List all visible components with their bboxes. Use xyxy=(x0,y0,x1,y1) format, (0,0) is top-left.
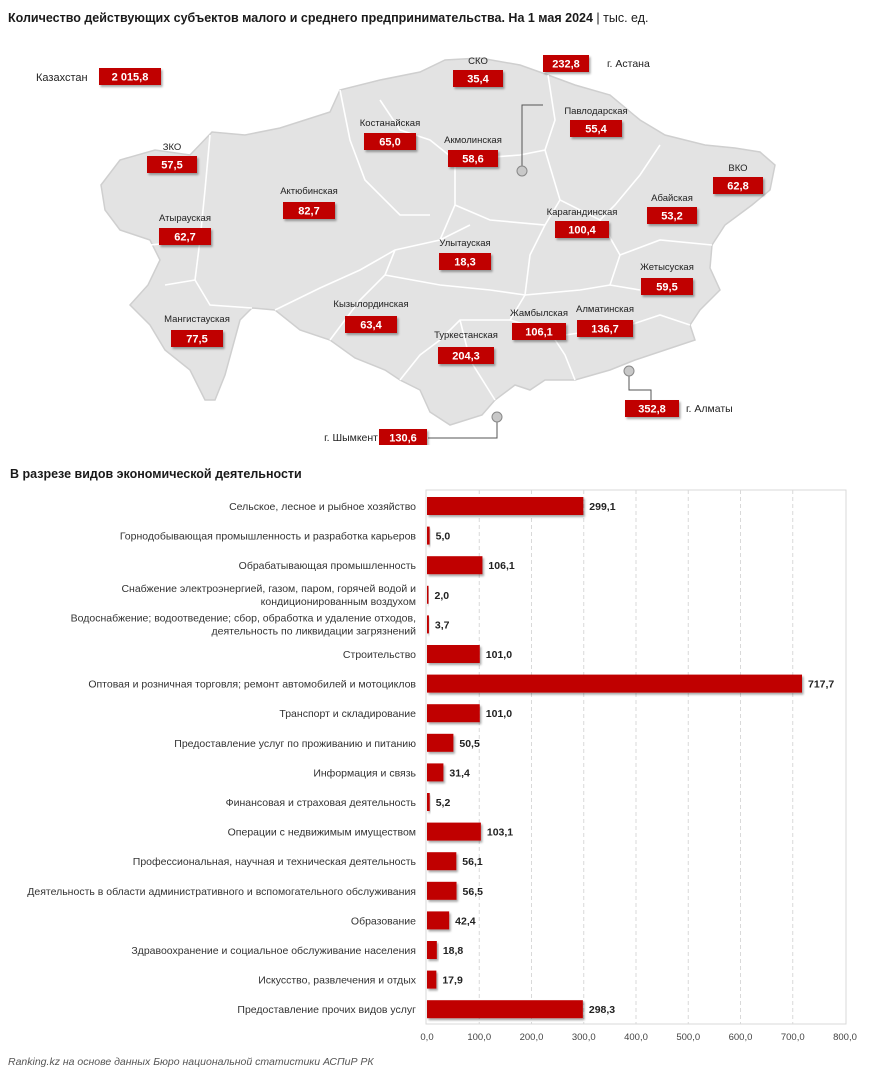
bar-value-label: 56,1 xyxy=(462,856,483,869)
bar xyxy=(427,971,436,989)
region-value-badge-7-value: 53,2 xyxy=(661,210,683,223)
region-value-badge-11 xyxy=(641,278,693,295)
category-label: Предоставление услуг по проживанию и питанию xyxy=(174,737,416,750)
bar-value-label: 2,0 xyxy=(434,589,450,602)
category-label: Снабжение электроэнергией, газом, паром, горячей водой и xyxy=(121,582,416,595)
bar-value-label: 18,8 xyxy=(442,945,464,957)
region-value-badge-15 xyxy=(577,320,633,337)
region-value-badge-0-value: 35,4 xyxy=(467,73,489,86)
region-label-12: Мангистауская xyxy=(164,314,230,325)
region-value-badge-8-value: 62,7 xyxy=(174,231,196,244)
category-label: Операции с недвижимым имуществом xyxy=(227,826,416,839)
category-label: Оптовая и розничная торговля; ремонт автомобилей и мотоциклов xyxy=(88,678,416,691)
city-value-badge-0-value: 232,8 xyxy=(552,58,580,71)
category-label: кондиционированным воздухом xyxy=(260,595,416,608)
bar xyxy=(427,556,482,574)
bar-value-label: 5,2 xyxy=(435,797,451,809)
city-label-1: г. Алматы xyxy=(686,403,733,415)
bar-row xyxy=(120,527,451,545)
category-label: Деятельность в области административного и вспомогательного обслуживания xyxy=(27,885,416,898)
x-tick-label: 500,0 xyxy=(676,1032,701,1043)
x-tick-label: 600,0 xyxy=(728,1032,753,1043)
bar-row xyxy=(71,612,450,637)
region-label-16: Туркестанская xyxy=(434,330,498,341)
x-tick-label: 100,0 xyxy=(467,1032,492,1043)
region-value-badge-6-value: 82,7 xyxy=(298,205,320,218)
title-text: Количество действующих субъектов малого и среднего предпринимательства. На 1 мая 2024 xyxy=(8,11,593,25)
region-value-badge-16-value: 204,3 xyxy=(452,350,480,363)
bar xyxy=(427,1000,583,1018)
category-label: Водоснабжение; водоотведение; сбор, обработка и удаление отходов, xyxy=(70,612,416,625)
bar xyxy=(427,704,480,722)
astana-marker xyxy=(517,166,527,176)
bar-row xyxy=(88,675,834,693)
bar xyxy=(427,497,583,515)
bar-row xyxy=(131,941,463,959)
region-value-badge-5 xyxy=(713,177,763,194)
bar-value-label: 50,5 xyxy=(459,737,480,750)
x-tick-label: 800,0 xyxy=(833,1032,857,1043)
activity-bar-chart xyxy=(0,488,872,1053)
region-value-badge-12 xyxy=(171,330,223,347)
region-label-4: ЗКО xyxy=(162,142,182,153)
region-label-10: Улытауская xyxy=(439,238,491,249)
bar-value-label: 298,3 xyxy=(588,1004,616,1017)
bar-row xyxy=(228,823,514,841)
category-label: Сельское, лесное и рыбное хозяйство xyxy=(229,501,416,513)
region-value-badge-0 xyxy=(453,70,503,87)
region-value-badge-6 xyxy=(283,202,335,219)
region-label-8: Атырауская xyxy=(159,213,211,224)
category-label: Здравоохранение и социальное обслуживание населения xyxy=(131,945,416,957)
region-label-7: Абайская xyxy=(651,193,693,204)
title-unit: | тыс. ед. xyxy=(592,11,649,25)
bar xyxy=(427,615,429,633)
city-value-badge-2 xyxy=(379,429,427,445)
region-value-badge-13 xyxy=(345,316,397,333)
bar xyxy=(427,586,429,604)
region-value-badge-12-value: 77,5 xyxy=(186,333,208,346)
bar-value-label: 717,7 xyxy=(807,678,835,691)
region-value-badge-1-value: 65,0 xyxy=(379,136,401,149)
almaty-marker xyxy=(624,366,634,376)
city-value-badge-1 xyxy=(625,400,679,417)
bar xyxy=(427,882,457,900)
region-value-badge-14 xyxy=(512,323,566,340)
bar xyxy=(427,527,430,545)
bar xyxy=(427,793,430,811)
category-label: Предоставление прочих видов услуг xyxy=(237,1004,416,1017)
bar-value-label: 106,1 xyxy=(488,560,515,573)
region-label-2: Акмолинская xyxy=(444,135,502,146)
category-label: Горнодобывающая промышленность и разработка карьеров xyxy=(119,530,416,543)
city-value-badge-0 xyxy=(543,55,589,72)
bar-row xyxy=(239,556,515,574)
bar xyxy=(427,823,481,841)
x-tick-label: 200,0 xyxy=(519,1032,544,1043)
bar-value-label: 103,1 xyxy=(486,826,514,839)
region-value-badge-3-value: 55,4 xyxy=(585,123,607,136)
region-label-13: Кызылординская xyxy=(333,299,409,310)
bar xyxy=(427,941,437,959)
bar-value-label: 31,4 xyxy=(449,767,470,780)
bar-value-label: 101,0 xyxy=(485,708,513,721)
category-label: деятельность по ликвидации загрязнений xyxy=(211,625,416,638)
city-value-badge-2-value: 130,6 xyxy=(389,432,417,445)
bar xyxy=(427,645,480,663)
bar-value-label: 5,0 xyxy=(435,530,451,543)
source-note: Ranking.kz на основе данных Бюро национальной статистики АСПиР РК xyxy=(8,1056,374,1068)
bar-row xyxy=(229,497,616,515)
total-value-badge xyxy=(99,68,161,85)
bar-value-label: 42,4 xyxy=(455,915,476,928)
x-tick-label: 700,0 xyxy=(780,1032,805,1043)
bar-value-label: 3,7 xyxy=(434,619,450,632)
region-value-badge-4 xyxy=(147,156,197,173)
bar-value-label: 17,9 xyxy=(442,974,463,987)
bar xyxy=(427,675,802,693)
region-value-badge-10 xyxy=(439,253,491,270)
bar-row xyxy=(279,704,512,722)
category-label: Информация и связь xyxy=(313,767,416,780)
region-value-badge-10-value: 18,3 xyxy=(454,256,476,269)
category-label: Профессиональная, научная и техническая деятельность xyxy=(132,856,416,869)
region-value-badge-13-value: 63,4 xyxy=(360,319,382,332)
total-value-badge-value: 2 015,8 xyxy=(111,71,149,84)
region-label-14: Жамбылская xyxy=(510,308,568,319)
region-value-badge-11-value: 59,5 xyxy=(656,281,678,294)
bar xyxy=(427,734,453,752)
region-value-badge-15-value: 136,7 xyxy=(591,323,619,336)
x-tick-label: 300,0 xyxy=(571,1032,596,1043)
category-label: Финансовая и страховая деятельность xyxy=(225,797,416,809)
section-title: В разрезе видов экономической деятельности xyxy=(10,467,302,481)
region-value-badge-9-value: 100,4 xyxy=(568,224,596,237)
region-value-badge-16 xyxy=(438,347,494,364)
region-label-6: Актюбинская xyxy=(280,186,338,197)
x-tick-label: 400,0 xyxy=(624,1032,648,1043)
region-value-badge-4-value: 57,5 xyxy=(161,159,183,172)
region-value-badge-9 xyxy=(555,221,609,238)
bar-row xyxy=(226,793,451,811)
region-label-3: Павлодарская xyxy=(564,106,628,117)
region-label-15: Алматинская xyxy=(576,304,634,315)
region-value-badge-5-value: 62,8 xyxy=(727,180,749,193)
bar xyxy=(427,763,443,781)
region-label-11: Жетысуская xyxy=(640,262,694,273)
region-label-1: Костанайская xyxy=(359,118,421,129)
region-label-0: СКО xyxy=(468,56,488,67)
page-title xyxy=(8,11,648,25)
region-value-badge-2-value: 58,6 xyxy=(462,153,484,166)
region-value-badge-7 xyxy=(647,207,697,224)
x-tick-label: 0,0 xyxy=(420,1032,434,1043)
category-label: Транспорт и складирование xyxy=(279,708,416,721)
region-value-badge-1 xyxy=(364,133,416,150)
category-label: Строительство xyxy=(342,649,416,661)
region-value-badge-14-value: 106,1 xyxy=(525,326,553,339)
city-value-badge-1-value: 352,8 xyxy=(638,403,666,416)
category-label: Обрабатывающая промышленность xyxy=(238,560,416,573)
bar-value-label: 299,1 xyxy=(589,501,616,513)
region-value-badge-2 xyxy=(448,150,498,167)
shymkent-marker xyxy=(492,412,502,422)
bar xyxy=(427,852,456,870)
total-label: Казахстан xyxy=(36,72,88,84)
bar-value-label: 101,0 xyxy=(485,649,513,661)
region-value-badge-8 xyxy=(159,228,211,245)
kazakhstan-map xyxy=(0,40,872,445)
bar-value-label: 56,5 xyxy=(462,885,483,898)
region-label-9: Карагандинская xyxy=(546,207,618,218)
region-label-5: ВКО xyxy=(728,163,748,174)
city-label-2: г. Шымкент xyxy=(324,432,378,444)
tick-labels xyxy=(420,1032,857,1043)
bar xyxy=(427,911,449,929)
category-label: Искусство, развлечения и отдых xyxy=(258,974,416,987)
city-label-0: г. Астана xyxy=(607,58,650,70)
bar-row xyxy=(174,734,480,752)
region-value-badge-3 xyxy=(570,120,622,137)
category-label: Образование xyxy=(350,915,416,928)
bar-row xyxy=(133,852,483,870)
bar-row xyxy=(121,583,449,608)
bar-row xyxy=(258,971,463,989)
bar-row xyxy=(27,882,483,900)
